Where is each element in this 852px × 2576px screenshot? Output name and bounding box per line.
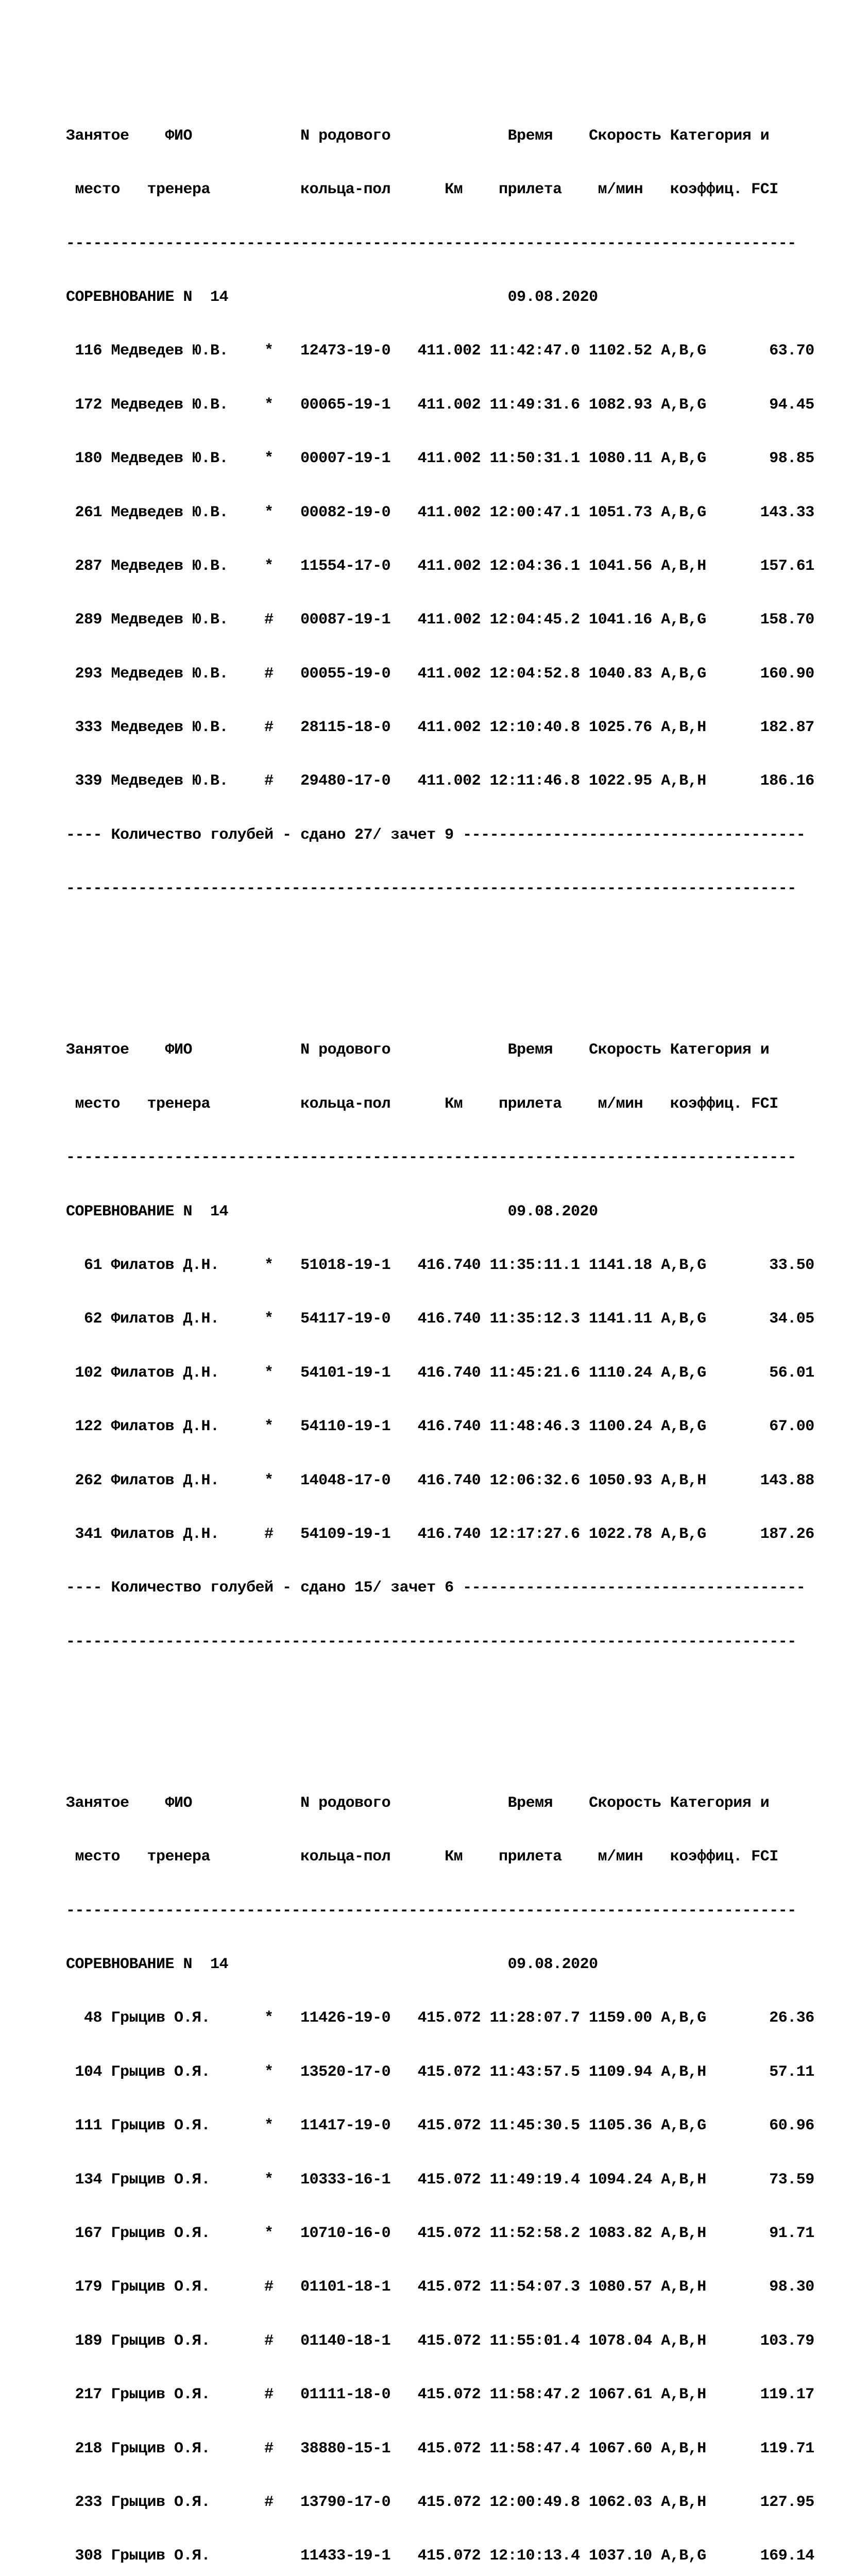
result-row: 293 Медведев Ю.В. # 00055-19-0 411.002 12:04:52.8 1040.83 A,B,G 160.90 — [66, 665, 814, 683]
result-row: 308 Грыцив О.Я. 11433-19-1 415.072 12:10:13.4 1037.10 A,B,G 169.14 — [66, 2547, 814, 2565]
result-row: 180 Медведев Ю.В. * 00007-19-1 411.002 11:50:31.1 1080.11 A,B,G 98.85 — [66, 450, 814, 468]
competition-line: СОРЕВНОВАНИЕ N 14 09.08.2020 — [66, 1956, 598, 1974]
results-document — [66, 20, 839, 2576]
result-row: 262 Филатов Д.Н. * 14048-17-0 416.740 12:06:32.6 1050.93 A,B,H 143.88 — [66, 1471, 814, 1489]
result-row: 61 Филатов Д.Н. * 51018-19-1 416.740 11:35:11.1 1141.18 A,B,G 33.50 — [66, 1256, 814, 1274]
column-header-line: Занятое ФИО N родового Время Скорость Категория и — [66, 1794, 770, 1812]
result-row: 233 Грыцив О.Я. # 13790-17-0 415.072 12:00:49.8 1062.03 A,B,H 127.95 — [66, 2493, 814, 2511]
result-row: 217 Грыцив О.Я. # 01111-18-0 415.072 11:58:47.2 1067.61 A,B,H 119.17 — [66, 2386, 814, 2404]
column-header-line: место тренера кольца-пол Км прилета м/мин коэффиц. FCI — [66, 1848, 778, 1866]
column-header-line: место тренера кольца-пол Км прилета м/мин коэффиц. FCI — [66, 181, 778, 199]
separator-line: --------------------------------------------------------------------------------- — [66, 880, 796, 898]
separator-line: --------------------------------------------------------------------------------- — [66, 1633, 796, 1651]
result-row: 218 Грыцив О.Я. # 38880-15-1 415.072 11:58:47.4 1067.60 A,B,H 119.71 — [66, 2439, 814, 2458]
result-row: 333 Медведев Ю.В. # 28115-18-0 411.002 12:10:40.8 1025.76 A,B,H 182.87 — [66, 719, 814, 737]
result-row: 261 Медведев Ю.В. * 00082-19-0 411.002 12:00:47.1 1051.73 A,B,G 143.33 — [66, 503, 814, 521]
column-header-line: место тренера кольца-пол Км прилета м/мин коэффиц. FCI — [66, 1095, 778, 1113]
result-section — [66, 1006, 839, 1687]
result-section — [66, 91, 839, 934]
result-section — [66, 1758, 839, 2576]
result-row: 102 Филатов Д.Н. * 54101-19-1 416.740 11:45:21.6 1110.24 A,B,G 56.01 — [66, 1364, 814, 1382]
result-row: 339 Медведев Ю.В. # 29480-17-0 411.002 12:11:46.8 1022.95 A,B,H 186.16 — [66, 772, 814, 790]
result-row: 48 Грыцив О.Я. * 11426-19-0 415.072 11:28:07.7 1159.00 A,B,G 26.36 — [66, 2009, 814, 2027]
summary-line: ---- Количество голубей - сдано 15/ зачет 6 -------------------------------------- — [66, 1579, 806, 1597]
column-header-line: Занятое ФИО N родового Время Скорость Категория и — [66, 1041, 770, 1059]
separator-line: --------------------------------------------------------------------------------- — [66, 1149, 796, 1167]
separator-line: --------------------------------------------------------------------------------- — [66, 234, 796, 252]
competition-line: СОРЕВНОВАНИЕ N 14 09.08.2020 — [66, 288, 598, 306]
result-row: 341 Филатов Д.Н. # 54109-19-1 416.740 12:17:27.6 1022.78 A,B,G 187.26 — [66, 1525, 814, 1543]
result-row: 172 Медведев Ю.В. * 00065-19-1 411.002 11:49:31.6 1082.93 A,B,G 94.45 — [66, 396, 814, 414]
result-row: 104 Грыцив О.Я. * 13520-17-0 415.072 11:43:57.5 1109.94 A,B,H 57.11 — [66, 2063, 814, 2081]
result-row: 287 Медведев Ю.В. * 11554-17-0 411.002 12:04:36.1 1041.56 A,B,H 157.61 — [66, 557, 814, 575]
result-row: 289 Медведев Ю.В. # 00087-19-1 411.002 12:04:45.2 1041.16 A,B,G 158.70 — [66, 611, 814, 629]
competition-line: СОРЕВНОВАНИЕ N 14 09.08.2020 — [66, 1202, 598, 1221]
result-row: 167 Грыцив О.Я. * 10710-16-0 415.072 11:52:58.2 1083.82 A,B,H 91.71 — [66, 2225, 814, 2243]
result-row: 179 Грыцив О.Я. # 01101-18-1 415.072 11:54:07.3 1080.57 A,B,H 98.30 — [66, 2278, 814, 2296]
result-row: 134 Грыцив О.Я. * 10333-16-1 415.072 11:49:19.4 1094.24 A,B,H 73.59 — [66, 2171, 814, 2189]
column-header-line: Занятое ФИО N родового Время Скорость Категория и — [66, 127, 770, 145]
result-row: 122 Филатов Д.Н. * 54110-19-1 416.740 11:48:46.3 1100.24 A,B,G 67.00 — [66, 1418, 814, 1436]
result-row: 116 Медведев Ю.В. * 12473-19-0 411.002 11:42:47.0 1102.52 A,B,G 63.70 — [66, 342, 814, 360]
result-row: 62 Филатов Д.Н. * 54117-19-0 416.740 11:35:12.3 1141.11 A,B,G 34.05 — [66, 1310, 814, 1328]
summary-line: ---- Количество голубей - сдано 27/ зачет 9 -------------------------------------- — [66, 826, 806, 844]
result-row: 189 Грыцив О.Я. # 01140-18-1 415.072 11:55:01.4 1078.04 A,B,H 103.79 — [66, 2332, 814, 2350]
separator-line: --------------------------------------------------------------------------------- — [66, 1902, 796, 1920]
result-row: 111 Грыцив О.Я. * 11417-19-0 415.072 11:45:30.5 1105.36 A,B,G 60.96 — [66, 2117, 814, 2135]
